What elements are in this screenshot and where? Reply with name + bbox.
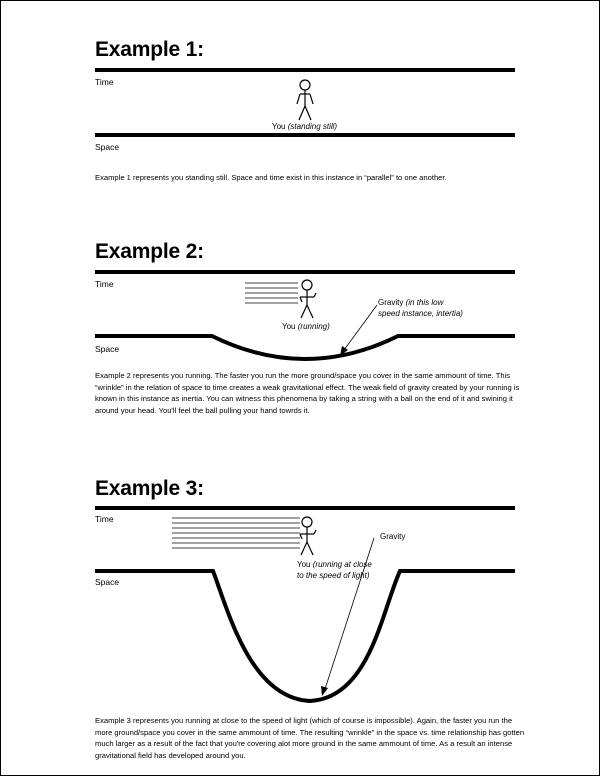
example-3-time-label: Time: [95, 514, 114, 524]
you-label: You: [272, 122, 286, 131]
example-1-description: Example 1 represents you standing still. Space and time exist in this instance in “parallel” to one another.: [95, 173, 447, 182]
example-3-description: Example 3 represents you running at close to the speed of light (which of course is impossible). Again, the faster you run the more ground/space you cover in the same ammount of time. The resulting “wrinkle” in the space vs. time relationship has gotten much larger as a result of the fact that you're covering alot more ground in the same ammount of time. As a result an intense gravitational field has developed around you.: [95, 716, 525, 760]
example-2-you-caption: [282, 322, 330, 333]
ex3-space-curve: [95, 571, 515, 701]
example-3-title: Example 3:: [95, 477, 204, 500]
example-3-gravity-caption: Gravity: [380, 532, 406, 541]
ex3-gravity-arrowhead: [321, 686, 328, 696]
example-3-space-label: Space: [95, 577, 120, 587]
ex3-stick-figure: [300, 517, 316, 555]
ex2-stick-figure: [300, 280, 316, 318]
gravity-note-line1: (in this low: [405, 298, 444, 307]
ex2-gravity-arrow-line: [344, 305, 377, 350]
ex2-space-curve: [95, 336, 515, 359]
you-note: (standing still): [287, 122, 338, 131]
example-1-title: Example 1:: [95, 38, 204, 61]
example-2-description: Example 2 represents you running. The faster you run the more ground/space you cover in the same ammount of time. This “wrinkle” in the relation of space to time creates a weak gravitational effect. The weak field of gravity created by your running is known in this instance as inertia. You can witness this phenomena by taking a string with a ball on the end of it and swining it around your head. You'll feel the ball pulling your hand towrds it.: [95, 371, 520, 415]
gravity-note-line2: speed instance, intertia): [378, 308, 463, 318]
you-note-line2: to the speed of light): [297, 570, 370, 580]
example-3-you-caption: [297, 560, 372, 581]
example-2-space-label: Space: [95, 344, 120, 354]
you-label: You: [297, 560, 311, 569]
example-1-time-label: Time: [95, 77, 114, 87]
you-note-line1: (running at close: [312, 560, 372, 569]
you-note: (running): [297, 322, 330, 331]
you-label: You: [282, 322, 296, 331]
example-1-you-caption: [272, 122, 337, 133]
example-2-gravity-caption: [378, 298, 463, 319]
ex1-stick-figure: [297, 80, 313, 120]
example-1-space-label: Space: [95, 142, 120, 152]
ex2-speed-lines: [245, 283, 298, 303]
ex3-speed-lines: [172, 518, 300, 548]
gravity-label: Gravity: [378, 298, 404, 307]
example-2-title: Example 2:: [95, 240, 204, 263]
example-2-time-label: Time: [95, 279, 114, 289]
